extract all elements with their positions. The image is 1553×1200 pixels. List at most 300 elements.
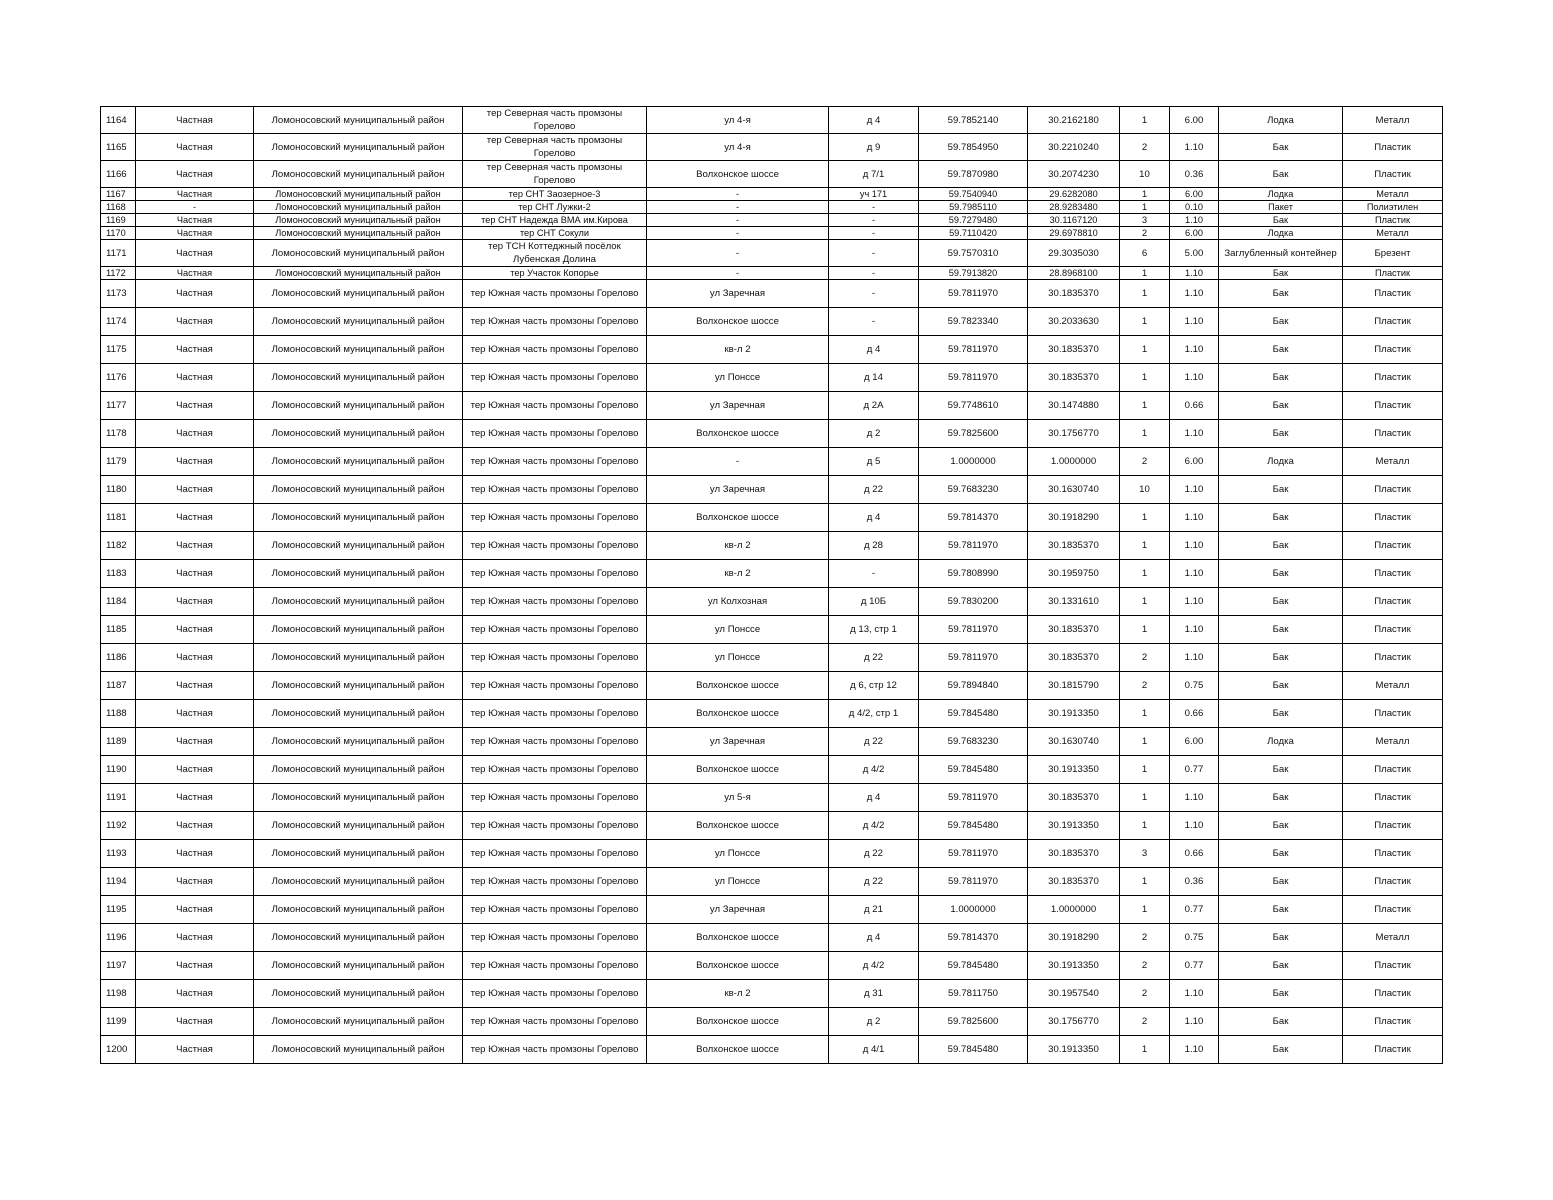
cell-house: д 5 [829, 448, 919, 476]
cell-container-count: 2 [1120, 134, 1170, 161]
cell-municipal-district: Ломоносовский муниципальный район [254, 952, 463, 980]
cell-house: д 4/2 [829, 812, 919, 840]
cell-ownership: Частная [136, 107, 254, 134]
cell-ownership: Частная [136, 448, 254, 476]
cell-longitude: 30.1835370 [1028, 784, 1120, 812]
cell-container-material: Пластик [1343, 756, 1443, 784]
cell-container-count: 2 [1120, 980, 1170, 1008]
cell-ownership: Частная [136, 476, 254, 504]
cell-municipal-district: Ломоносовский муниципальный район [254, 240, 463, 267]
cell-container-material: Пластик [1343, 784, 1443, 812]
cell-container-count: 2 [1120, 924, 1170, 952]
cell-row-number: 1178 [101, 420, 136, 448]
cell-container-type: Лодка [1219, 448, 1343, 476]
cell-ownership: Частная [136, 240, 254, 267]
cell-row-number: 1183 [101, 560, 136, 588]
table-row [101, 267, 1443, 280]
cell-row-number: 1174 [101, 308, 136, 336]
cell-municipal-district: Ломоносовский муниципальный район [254, 214, 463, 227]
cell-container-material: Пластик [1343, 700, 1443, 728]
cell-container-type: Бак [1219, 784, 1343, 812]
cell-container-type: Бак [1219, 476, 1343, 504]
cell-street: кв-л 2 [647, 560, 829, 588]
cell-ownership: Частная [136, 784, 254, 812]
cell-street: - [647, 188, 829, 201]
cell-container-count: 1 [1120, 267, 1170, 280]
cell-container-material: Пластик [1343, 1036, 1443, 1064]
cell-container-count: 1 [1120, 728, 1170, 756]
cell-longitude: 30.1835370 [1028, 840, 1120, 868]
cell-ownership: Частная [136, 700, 254, 728]
cell-latitude: 59.7845480 [919, 756, 1028, 784]
cell-container-material: Пластик [1343, 952, 1443, 980]
cell-longitude: 29.3035030 [1028, 240, 1120, 267]
cell-row-number: 1182 [101, 532, 136, 560]
cell-house: д 31 [829, 980, 919, 1008]
cell-longitude: 28.9283480 [1028, 201, 1120, 214]
cell-container-type: Бак [1219, 896, 1343, 924]
cell-ownership: Частная [136, 896, 254, 924]
cell-container-volume: 1.10 [1170, 812, 1219, 840]
cell-street: Волхонское шоссе [647, 952, 829, 980]
cell-municipal-district: Ломоносовский муниципальный район [254, 756, 463, 784]
cell-ownership: Частная [136, 188, 254, 201]
table-row [101, 364, 1443, 392]
cell-latitude: 59.7811970 [919, 644, 1028, 672]
cell-municipal-district: Ломоносовский муниципальный район [254, 616, 463, 644]
cell-row-number: 1173 [101, 280, 136, 308]
cell-longitude: 30.1957540 [1028, 980, 1120, 1008]
table-row [101, 240, 1443, 267]
cell-row-number: 1176 [101, 364, 136, 392]
cell-longitude: 29.6978810 [1028, 227, 1120, 240]
cell-container-type: Лодка [1219, 728, 1343, 756]
cell-row-number: 1185 [101, 616, 136, 644]
cell-container-type: Бак [1219, 700, 1343, 728]
cell-container-material: Пластик [1343, 364, 1443, 392]
table-row [101, 924, 1443, 952]
cell-container-type: Бак [1219, 672, 1343, 700]
cell-container-type: Бак [1219, 980, 1343, 1008]
cell-house: д 22 [829, 840, 919, 868]
table-row [101, 840, 1443, 868]
cell-container-volume: 0.75 [1170, 924, 1219, 952]
cell-street: ул Понссе [647, 868, 829, 896]
cell-container-type: Бак [1219, 1008, 1343, 1036]
cell-latitude: 59.7825600 [919, 420, 1028, 448]
cell-row-number: 1197 [101, 952, 136, 980]
cell-house: уч 171 [829, 188, 919, 201]
cell-street: ул 4-я [647, 107, 829, 134]
cell-container-type: Бак [1219, 420, 1343, 448]
cell-container-volume: 1.10 [1170, 616, 1219, 644]
cell-territory: тер Южная часть промзоны Горелово [463, 700, 647, 728]
cell-street: - [647, 201, 829, 214]
cell-row-number: 1168 [101, 201, 136, 214]
cell-container-material: Пластик [1343, 980, 1443, 1008]
cell-container-type: Бак [1219, 161, 1343, 188]
cell-longitude: 30.1913350 [1028, 756, 1120, 784]
cell-container-count: 2 [1120, 227, 1170, 240]
cell-container-volume: 6.00 [1170, 107, 1219, 134]
table-row [101, 214, 1443, 227]
cell-container-type: Бак [1219, 840, 1343, 868]
cell-latitude: 1.0000000 [919, 448, 1028, 476]
cell-container-count: 1 [1120, 896, 1170, 924]
cell-container-volume: 1.10 [1170, 308, 1219, 336]
cell-municipal-district: Ломоносовский муниципальный район [254, 392, 463, 420]
cell-longitude: 1.0000000 [1028, 896, 1120, 924]
cell-latitude: 59.7985110 [919, 201, 1028, 214]
cell-street: - [647, 214, 829, 227]
cell-territory: тер ТСН Коттеджный посёлок Лубенская Долина [463, 240, 647, 267]
cell-ownership: Частная [136, 161, 254, 188]
cell-longitude: 30.2210240 [1028, 134, 1120, 161]
cell-container-volume: 0.66 [1170, 392, 1219, 420]
cell-territory: тер Южная часть промзоны Горелово [463, 532, 647, 560]
cell-container-volume: 1.10 [1170, 980, 1219, 1008]
cell-street: кв-л 2 [647, 336, 829, 364]
cell-container-count: 10 [1120, 476, 1170, 504]
cell-latitude: 59.7845480 [919, 812, 1028, 840]
cell-ownership: Частная [136, 588, 254, 616]
cell-container-count: 1 [1120, 336, 1170, 364]
cell-ownership: Частная [136, 560, 254, 588]
cell-longitude: 30.1835370 [1028, 868, 1120, 896]
cell-street: Волхонское шоссе [647, 924, 829, 952]
cell-container-volume: 1.10 [1170, 1036, 1219, 1064]
cell-container-type: Бак [1219, 616, 1343, 644]
table-row [101, 588, 1443, 616]
cell-container-material: Брезент [1343, 240, 1443, 267]
cell-container-count: 1 [1120, 784, 1170, 812]
cell-container-count: 1 [1120, 504, 1170, 532]
cell-ownership: Частная [136, 308, 254, 336]
cell-container-type: Бак [1219, 644, 1343, 672]
table-row [101, 504, 1443, 532]
cell-longitude: 30.1630740 [1028, 476, 1120, 504]
cell-container-material: Полиэтилен [1343, 201, 1443, 214]
table-row [101, 107, 1443, 134]
cell-street: ул Заречная [647, 728, 829, 756]
cell-ownership: Частная [136, 812, 254, 840]
cell-municipal-district: Ломоносовский муниципальный район [254, 107, 463, 134]
cell-ownership: Частная [136, 392, 254, 420]
cell-container-material: Пластик [1343, 280, 1443, 308]
cell-container-count: 1 [1120, 560, 1170, 588]
cell-container-type: Бак [1219, 952, 1343, 980]
cell-container-material: Металл [1343, 448, 1443, 476]
cell-container-count: 1 [1120, 107, 1170, 134]
cell-house: - [829, 308, 919, 336]
cell-longitude: 1.0000000 [1028, 448, 1120, 476]
cell-latitude: 59.7830200 [919, 588, 1028, 616]
cell-street: - [647, 267, 829, 280]
cell-municipal-district: Ломоносовский муниципальный район [254, 161, 463, 188]
cell-latitude: 59.7279480 [919, 214, 1028, 227]
cell-container-volume: 1.10 [1170, 280, 1219, 308]
cell-latitude: 59.7570310 [919, 240, 1028, 267]
cell-territory: тер Участок Копорье [463, 267, 647, 280]
cell-container-material: Пластик [1343, 392, 1443, 420]
cell-territory: тер Северная часть промзоны Горелово [463, 161, 647, 188]
cell-municipal-district: Ломоносовский муниципальный район [254, 308, 463, 336]
cell-territory: тер Южная часть промзоны Горелово [463, 980, 647, 1008]
cell-container-type: Бак [1219, 868, 1343, 896]
cell-latitude: 59.7845480 [919, 700, 1028, 728]
cell-street: - [647, 227, 829, 240]
cell-container-type: Бак [1219, 308, 1343, 336]
cell-row-number: 1181 [101, 504, 136, 532]
cell-municipal-district: Ломоносовский муниципальный район [254, 336, 463, 364]
cell-municipal-district: Ломоносовский муниципальный район [254, 924, 463, 952]
cell-house: д 7/1 [829, 161, 919, 188]
cell-ownership: Частная [136, 644, 254, 672]
cell-municipal-district: Ломоносовский муниципальный район [254, 532, 463, 560]
cell-container-type: Лодка [1219, 107, 1343, 134]
table-row [101, 784, 1443, 812]
cell-longitude: 30.1815790 [1028, 672, 1120, 700]
cell-container-material: Пластик [1343, 420, 1443, 448]
cell-street: ул Заречная [647, 896, 829, 924]
cell-row-number: 1196 [101, 924, 136, 952]
table-row [101, 308, 1443, 336]
table-row [101, 392, 1443, 420]
cell-row-number: 1194 [101, 868, 136, 896]
cell-municipal-district: Ломоносовский муниципальный район [254, 1036, 463, 1064]
cell-container-volume: 1.10 [1170, 476, 1219, 504]
cell-container-material: Пластик [1343, 267, 1443, 280]
cell-row-number: 1199 [101, 1008, 136, 1036]
cell-territory: тер Южная часть промзоны Горелово [463, 280, 647, 308]
cell-container-count: 2 [1120, 448, 1170, 476]
cell-container-count: 1 [1120, 812, 1170, 840]
cell-street: ул Заречная [647, 392, 829, 420]
cell-row-number: 1180 [101, 476, 136, 504]
cell-street: ул 4-я [647, 134, 829, 161]
cell-territory: тер Южная часть промзоны Горелово [463, 784, 647, 812]
cell-latitude: 59.7748610 [919, 392, 1028, 420]
cell-container-count: 2 [1120, 644, 1170, 672]
cell-container-volume: 1.10 [1170, 532, 1219, 560]
cell-municipal-district: Ломоносовский муниципальный район [254, 267, 463, 280]
cell-container-material: Пластик [1343, 532, 1443, 560]
cell-container-material: Пластик [1343, 1008, 1443, 1036]
cell-row-number: 1198 [101, 980, 136, 1008]
cell-container-type: Бак [1219, 280, 1343, 308]
cell-row-number: 1172 [101, 267, 136, 280]
cell-container-volume: 0.66 [1170, 840, 1219, 868]
table-row [101, 644, 1443, 672]
cell-house: д 22 [829, 868, 919, 896]
cell-territory: тер Южная часть промзоны Горелово [463, 756, 647, 784]
cell-container-type: Бак [1219, 924, 1343, 952]
table-row [101, 700, 1443, 728]
cell-latitude: 59.7811970 [919, 364, 1028, 392]
cell-territory: тер Южная часть промзоны Горелово [463, 1036, 647, 1064]
cell-row-number: 1170 [101, 227, 136, 240]
table-row [101, 227, 1443, 240]
cell-container-type: Лодка [1219, 227, 1343, 240]
cell-container-count: 1 [1120, 1036, 1170, 1064]
cell-container-volume: 1.10 [1170, 588, 1219, 616]
cell-latitude: 59.7814370 [919, 504, 1028, 532]
cell-house: д 4 [829, 924, 919, 952]
cell-container-material: Металл [1343, 188, 1443, 201]
cell-container-count: 1 [1120, 392, 1170, 420]
cell-latitude: 59.7823340 [919, 308, 1028, 336]
cell-ownership: Частная [136, 532, 254, 560]
cell-container-type: Лодка [1219, 188, 1343, 201]
cell-house: - [829, 267, 919, 280]
cell-container-volume: 1.10 [1170, 267, 1219, 280]
cell-territory: тер СНТ Лужки-2 [463, 201, 647, 214]
cell-territory: тер Южная часть промзоны Горелово [463, 308, 647, 336]
cell-house: д 13, стр 1 [829, 616, 919, 644]
cell-street: кв-л 2 [647, 980, 829, 1008]
cell-container-type: Бак [1219, 560, 1343, 588]
cell-street: ул Понссе [647, 616, 829, 644]
cell-street: ул Заречная [647, 280, 829, 308]
cell-container-material: Пластик [1343, 504, 1443, 532]
cell-container-material: Пластик [1343, 308, 1443, 336]
cell-street: Волхонское шоссе [647, 504, 829, 532]
table-row [101, 448, 1443, 476]
cell-house: д 6, стр 12 [829, 672, 919, 700]
cell-container-material: Пластик [1343, 476, 1443, 504]
cell-latitude: 59.7811970 [919, 616, 1028, 644]
cell-latitude: 1.0000000 [919, 896, 1028, 924]
cell-container-material: Пластик [1343, 588, 1443, 616]
cell-territory: тер Южная часть промзоны Горелово [463, 392, 647, 420]
cell-territory: тер Южная часть промзоны Горелово [463, 336, 647, 364]
cell-municipal-district: Ломоносовский муниципальный район [254, 476, 463, 504]
cell-container-count: 1 [1120, 588, 1170, 616]
cell-latitude: 59.7811970 [919, 868, 1028, 896]
cell-house: - [829, 227, 919, 240]
cell-row-number: 1200 [101, 1036, 136, 1064]
cell-container-material: Пластик [1343, 868, 1443, 896]
cell-street: Волхонское шоссе [647, 700, 829, 728]
cell-municipal-district: Ломоносовский муниципальный район [254, 980, 463, 1008]
cell-territory: тер СНТ Сокули [463, 227, 647, 240]
table-row [101, 476, 1443, 504]
cell-street: - [647, 448, 829, 476]
cell-territory: тер Южная часть промзоны Горелово [463, 672, 647, 700]
cell-territory: тер Южная часть промзоны Горелово [463, 364, 647, 392]
cell-longitude: 30.1913350 [1028, 1036, 1120, 1064]
cell-latitude: 59.7540940 [919, 188, 1028, 201]
cell-street: ул 5-я [647, 784, 829, 812]
cell-street: ул Колхозная [647, 588, 829, 616]
cell-ownership: Частная [136, 924, 254, 952]
cell-longitude: 28.8968100 [1028, 267, 1120, 280]
cell-ownership: Частная [136, 504, 254, 532]
cell-latitude: 59.7811970 [919, 784, 1028, 812]
cell-street: ул Понссе [647, 364, 829, 392]
table-row [101, 896, 1443, 924]
cell-latitude: 59.7110420 [919, 227, 1028, 240]
cell-row-number: 1189 [101, 728, 136, 756]
cell-container-count: 1 [1120, 188, 1170, 201]
cell-municipal-district: Ломоносовский муниципальный район [254, 700, 463, 728]
cell-ownership: Частная [136, 756, 254, 784]
cell-street: Волхонское шоссе [647, 756, 829, 784]
cell-street: кв-л 2 [647, 532, 829, 560]
table-row [101, 420, 1443, 448]
cell-ownership: Частная [136, 420, 254, 448]
cell-row-number: 1195 [101, 896, 136, 924]
cell-latitude: 59.7852140 [919, 107, 1028, 134]
cell-street: - [647, 240, 829, 267]
cell-latitude: 59.7811970 [919, 532, 1028, 560]
cell-longitude: 30.1913350 [1028, 700, 1120, 728]
cell-house: д 4 [829, 784, 919, 812]
cell-container-volume: 6.00 [1170, 728, 1219, 756]
cell-territory: тер Южная часть промзоны Горелово [463, 896, 647, 924]
cell-territory: тер СНТ Заозерное-3 [463, 188, 647, 201]
cell-street: Волхонское шоссе [647, 1008, 829, 1036]
cell-territory: тер Северная часть промзоны Горелово [463, 134, 647, 161]
cell-ownership: Частная [136, 1036, 254, 1064]
cell-ownership: Частная [136, 616, 254, 644]
table-row [101, 532, 1443, 560]
cell-row-number: 1184 [101, 588, 136, 616]
cell-longitude: 30.1331610 [1028, 588, 1120, 616]
cell-container-type: Бак [1219, 364, 1343, 392]
cell-territory: тер Южная часть промзоны Горелово [463, 924, 647, 952]
cell-territory: тер Южная часть промзоны Горелово [463, 588, 647, 616]
table-row [101, 560, 1443, 588]
cell-street: Волхонское шоссе [647, 420, 829, 448]
cell-territory: тер Южная часть промзоны Горелово [463, 504, 647, 532]
cell-container-type: Бак [1219, 134, 1343, 161]
cell-house: д 4/2 [829, 756, 919, 784]
cell-container-volume: 1.10 [1170, 364, 1219, 392]
table-row [101, 280, 1443, 308]
cell-container-volume: 0.75 [1170, 672, 1219, 700]
cell-container-type: Бак [1219, 392, 1343, 420]
cell-container-volume: 1.10 [1170, 336, 1219, 364]
cell-house: - [829, 214, 919, 227]
cell-longitude: 30.1918290 [1028, 504, 1120, 532]
cell-longitude: 30.1756770 [1028, 1008, 1120, 1036]
cell-house: - [829, 280, 919, 308]
cell-row-number: 1186 [101, 644, 136, 672]
cell-container-material: Пластик [1343, 896, 1443, 924]
cell-street: ул Заречная [647, 476, 829, 504]
cell-house: д 4/2 [829, 952, 919, 980]
table-row [101, 1008, 1443, 1036]
cell-latitude: 59.7814370 [919, 924, 1028, 952]
cell-container-material: Металл [1343, 924, 1443, 952]
cell-container-material: Пластик [1343, 616, 1443, 644]
cell-latitude: 59.7825600 [919, 1008, 1028, 1036]
cell-container-count: 1 [1120, 308, 1170, 336]
cell-ownership: Частная [136, 336, 254, 364]
cell-container-material: Пластик [1343, 134, 1443, 161]
cell-territory: тер Южная часть промзоны Горелово [463, 644, 647, 672]
table-row [101, 1036, 1443, 1064]
cell-territory: тер Южная часть промзоны Горелово [463, 952, 647, 980]
cell-container-count: 3 [1120, 214, 1170, 227]
cell-municipal-district: Ломоносовский муниципальный район [254, 840, 463, 868]
cell-territory: тер Южная часть промзоны Горелово [463, 1008, 647, 1036]
cell-container-material: Пластик [1343, 214, 1443, 227]
cell-house: д 2А [829, 392, 919, 420]
cell-municipal-district: Ломоносовский муниципальный район [254, 448, 463, 476]
cell-house: - [829, 201, 919, 214]
